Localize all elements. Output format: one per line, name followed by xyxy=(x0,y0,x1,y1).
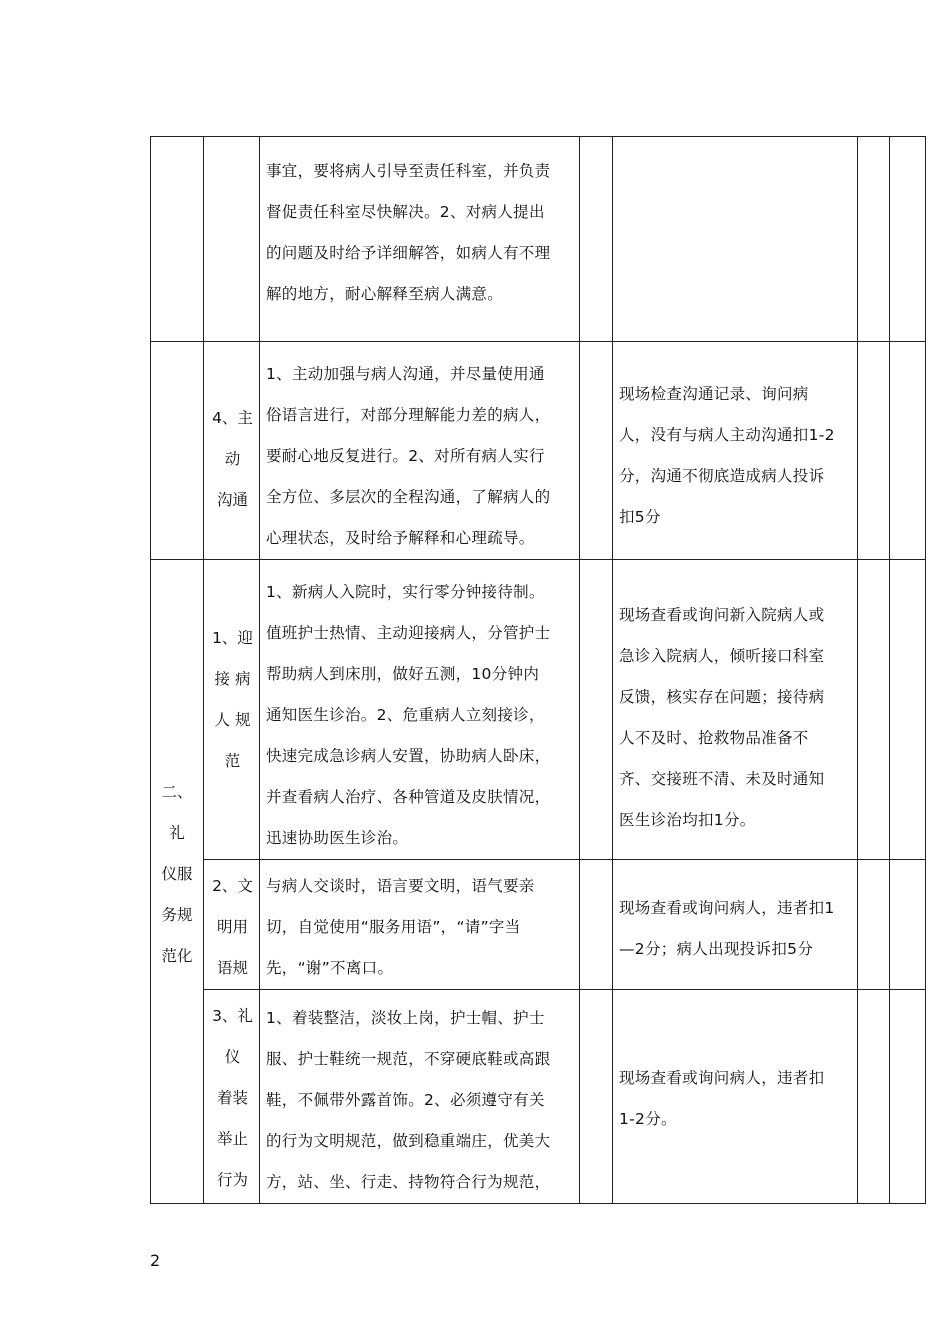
criteria-text: 现场查看或询问新入院病人或 急诊入院病人，倾听接口科室 反馈，核实存在问题；接待病 人不及时、抢救物品准备不 齐、交接班不清、未及时通知 医生诊治均扣1分。 xyxy=(619,606,825,829)
content-cell xyxy=(260,990,580,1204)
subitem-cell xyxy=(204,137,260,342)
page-number: 2 xyxy=(150,1251,161,1270)
category-cell-1 xyxy=(151,137,204,342)
content-cell xyxy=(260,860,580,990)
subitem-label: 1、迎 接 病 人 规 范 xyxy=(212,629,253,770)
category-cell-1-cont xyxy=(151,342,204,560)
category-label: 二、 礼 仪服 务规 范化 xyxy=(161,783,193,965)
table-row xyxy=(151,137,926,342)
note-cell xyxy=(890,137,926,342)
criteria-text: 现场查看或询问病人，违者扣1 —2分；病人出现投诉扣5分 xyxy=(619,899,835,958)
content-text: 1、主动加强与病人沟通，并尽量使用通 俗语言进行，对部分理解能力差的病人， 要耐心地反复进行。2、对所有病人实行 全方位、多层次的全程沟通，了解病人的 心理状态，及时给予解释和心理疏导。 xyxy=(266,365,551,547)
criteria-text: 现场检查沟通记录、询问病 人，没有与病人主动沟通扣1-2 分，沟通不彻底造成病人投诉 扣5分 xyxy=(619,385,835,526)
criteria-cell xyxy=(613,560,858,860)
subitem-cell xyxy=(204,990,260,1204)
table-row xyxy=(151,560,926,860)
score-cell xyxy=(858,560,890,860)
subitem-cell xyxy=(204,342,260,560)
content-cell xyxy=(260,137,580,342)
blank-cell xyxy=(580,860,613,990)
note-cell xyxy=(890,342,926,560)
note-cell xyxy=(890,990,926,1204)
blank-cell xyxy=(580,990,613,1204)
criteria-cell xyxy=(613,342,858,560)
blank-cell xyxy=(580,137,613,342)
content-text: 1、新病人入院时，实行零分钟接待制。 值班护士热情、主动迎接病人，分管护士 帮助病人到床刖，做好五测，10分钟内 通知医生诊治。2、危重病人立刻接诊， 快速完成急诊病人安置，协助病人卧床， 并查看病人治疗、各种管道及皮肤情况， 迅速协助医生诊治。 xyxy=(266,583,551,847)
note-cell xyxy=(890,560,926,860)
criteria-cell xyxy=(613,137,858,342)
note-cell xyxy=(890,860,926,990)
table-row xyxy=(151,990,926,1204)
criteria-cell xyxy=(613,860,858,990)
subitem-label: 3、礼 仪 着装 举止 行为 xyxy=(212,1007,253,1189)
score-cell xyxy=(858,342,890,560)
score-cell xyxy=(858,990,890,1204)
blank-cell xyxy=(580,342,613,560)
subitem-label: 4、主 动 沟通 xyxy=(212,409,253,509)
content-cell xyxy=(260,342,580,560)
subitem-label: 2、文 明用 语规 xyxy=(212,877,253,977)
content-text: 与病人交谈时，语言要文明，语气要亲 切，自觉使用“服务用语”，“请”字当 先，“谢”不离口。 xyxy=(266,877,535,977)
blank-cell xyxy=(580,560,613,860)
content-text: 事宜，要将病人引导至责任科室，并负责 督促责任科室尽快解决。2、对病人提出 的问题及时给予详细解答，如病人有不理 解的地方，耐心解释至病人满意。 xyxy=(266,162,551,303)
subitem-cell xyxy=(204,560,260,860)
score-cell xyxy=(858,137,890,342)
subitem-cell xyxy=(204,860,260,990)
content-cell xyxy=(260,560,580,860)
table-row xyxy=(151,860,926,990)
criteria-cell xyxy=(613,990,858,1204)
category-cell-2 xyxy=(151,560,204,1204)
table-row xyxy=(151,342,926,560)
content-text: 1、着装整洁，淡妆上岗，护士帽、护士 服、护士鞋统一规范，不穿硬底鞋或高跟 鞋，不佩带外露首饰。2、必须遵守有关 的行为文明规范，做到稳重端庄，优美大 方，站、坐、行走、持物符合行为规范， xyxy=(266,1009,551,1191)
score-cell xyxy=(858,860,890,990)
assessment-table xyxy=(150,136,926,1204)
criteria-text: 现场查看或询问病人，违者扣 1-2分。 xyxy=(619,1069,825,1128)
